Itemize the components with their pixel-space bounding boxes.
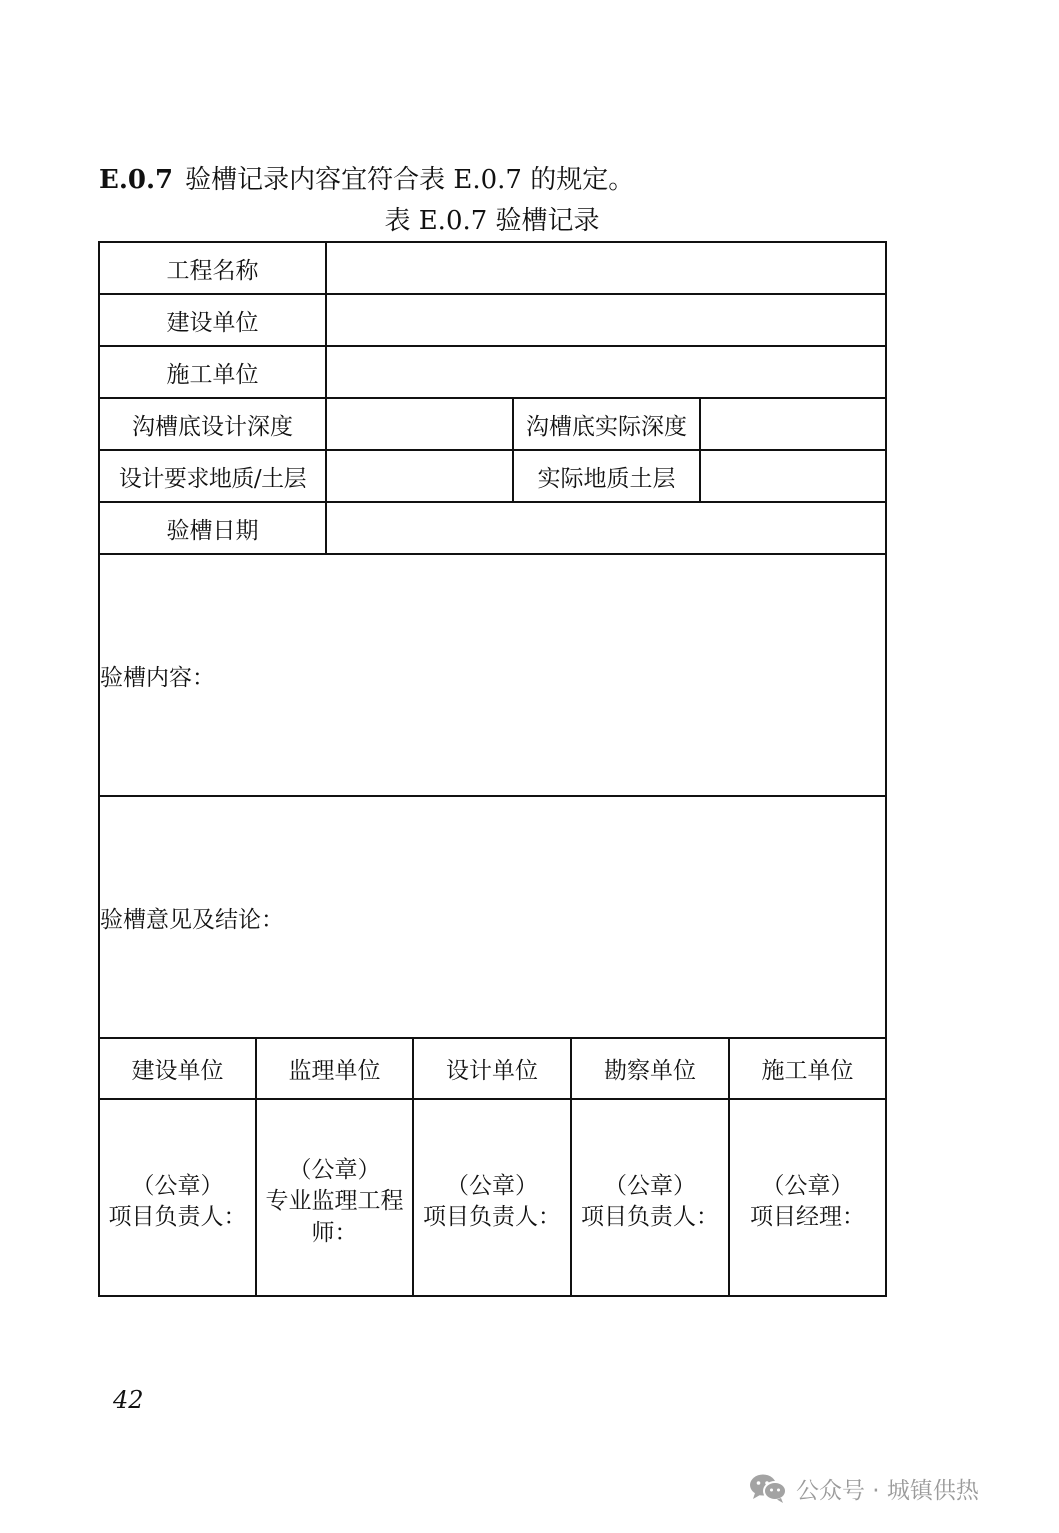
clause-heading [99, 160, 634, 200]
design-depth-value[interactable] [326, 398, 513, 450]
row-depth [99, 398, 886, 450]
seal-label: （公章） [131, 1172, 224, 1199]
row-signatures [99, 1099, 886, 1296]
inspection-conclusion-cell[interactable] [99, 796, 886, 1038]
signatory-unit-supervision: 监理单位 [256, 1038, 413, 1099]
person-label: 项目负责人： [108, 1203, 247, 1230]
project-name-value[interactable] [326, 242, 886, 294]
person-label: 专业监理工程师： [265, 1187, 404, 1246]
signatory-unit-builder: 施工单位 [729, 1038, 886, 1099]
signature-cell-supervision[interactable] [256, 1099, 413, 1296]
seal-label: （公章） [604, 1172, 696, 1199]
signature-cell-design[interactable] [413, 1099, 571, 1296]
signatory-unit-survey: 勘察单位 [571, 1038, 729, 1099]
signatory-unit-design: 设计单位 [413, 1038, 571, 1099]
row-builder-unit [99, 346, 886, 398]
project-name-label: 工程名称 [99, 242, 326, 294]
row-inspection-conclusion [99, 796, 886, 1038]
actual-depth-value[interactable] [700, 398, 886, 450]
row-construction-unit [99, 294, 886, 346]
row-inspection-date [99, 502, 886, 554]
actual-geology-value[interactable] [700, 450, 886, 502]
person-label: 项目经理： [750, 1203, 866, 1230]
page-number: 42 [113, 1386, 144, 1414]
design-geology-label: 设计要求地质/土层 [99, 450, 326, 502]
row-geology [99, 450, 886, 502]
actual-geology-label: 实际地质土层 [513, 450, 700, 502]
inspection-date-label: 验槽日期 [99, 502, 326, 554]
builder-unit-label: 施工单位 [99, 346, 326, 398]
person-label: 项目负责人： [581, 1203, 719, 1230]
actual-depth-label: 沟槽底实际深度 [513, 398, 700, 450]
seal-label: （公章） [761, 1172, 854, 1199]
seal-label: （公章） [288, 1156, 381, 1183]
inspection-conclusion-label: 验槽意见及结论： [100, 907, 284, 933]
table-title: 表 E.0.7 验槽记录 [384, 206, 600, 236]
inspection-record-table [98, 241, 887, 1297]
inspection-date-value[interactable] [326, 502, 886, 554]
design-geology-value[interactable] [326, 450, 513, 502]
person-label: 项目负责人： [423, 1203, 561, 1230]
design-depth-label: 沟槽底设计深度 [99, 398, 326, 450]
signatory-unit-construction: 建设单位 [99, 1038, 256, 1099]
watermark-text: 公众号 · 城镇供热 [796, 1477, 979, 1504]
construction-unit-label: 建设单位 [99, 294, 326, 346]
clause-text: 验槽记录内容宜符合表 E.0.7 的规定。 [185, 165, 635, 195]
seal-label: （公章） [446, 1172, 538, 1199]
inspection-content-cell[interactable] [99, 554, 886, 796]
construction-unit-value[interactable] [326, 294, 886, 346]
row-signatory-units [99, 1038, 886, 1099]
builder-unit-value[interactable] [326, 346, 886, 398]
row-project-name [99, 242, 886, 294]
signature-cell-construction[interactable] [99, 1099, 256, 1296]
wechat-icon [748, 1472, 788, 1504]
watermark [748, 1468, 979, 1508]
inspection-content-label: 验槽内容： [100, 665, 215, 691]
clause-number: E.0.7 [99, 165, 174, 195]
row-inspection-content [99, 554, 886, 796]
signature-cell-survey[interactable] [571, 1099, 729, 1296]
signature-cell-builder[interactable] [729, 1099, 886, 1296]
